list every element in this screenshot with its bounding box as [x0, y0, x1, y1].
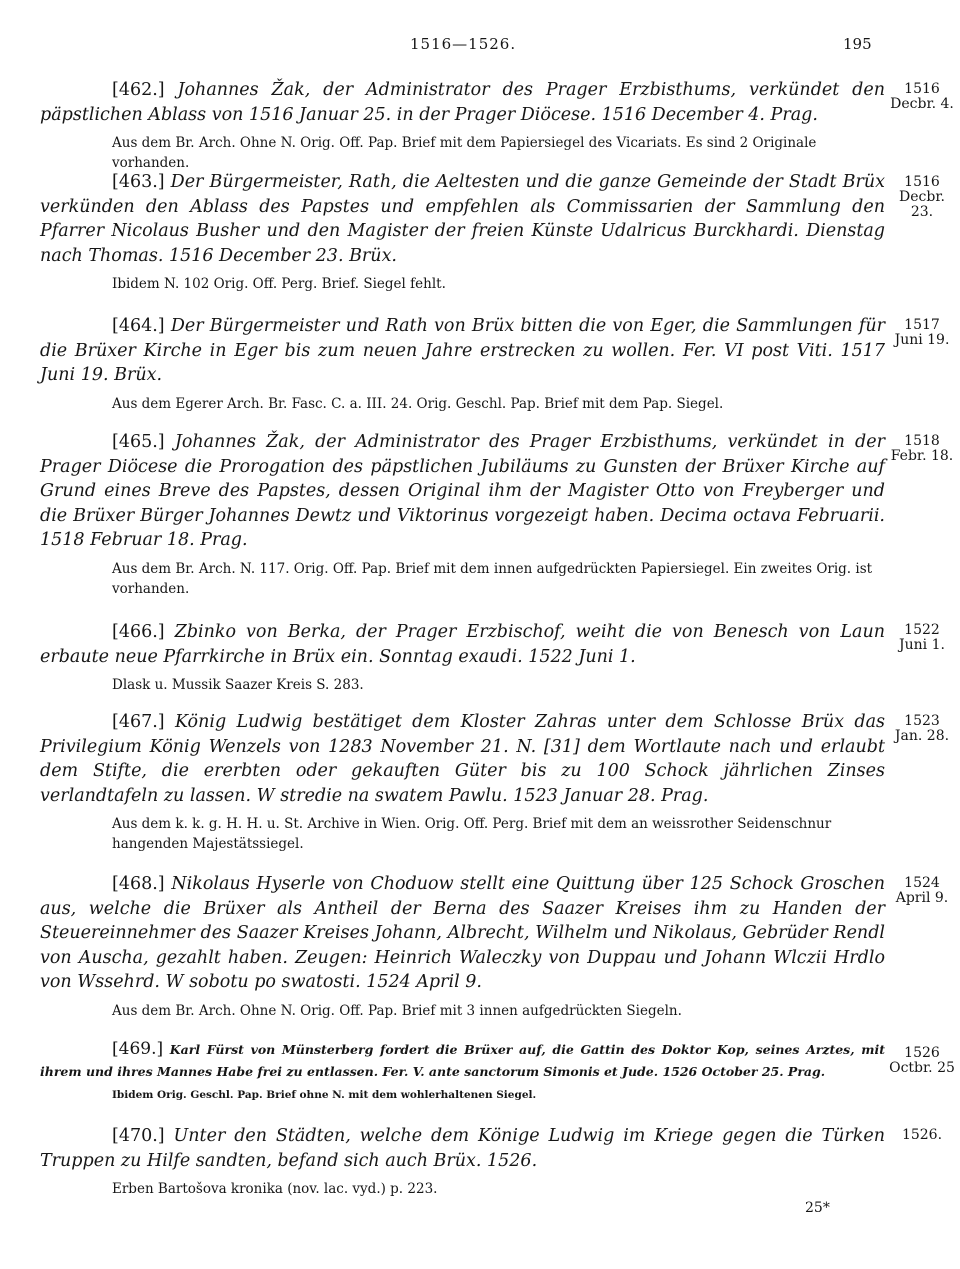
entry-number: [468.]: [112, 874, 165, 894]
date-day: Febr. 18.: [890, 448, 954, 464]
entry-source: Aus dem Br. Arch. Ohne N. Orig. Off. Pap. Brief mit dem Papiersiegel des Vicariats. Es sind 2 Originale vorhanden.: [112, 135, 817, 171]
entry-text: [40, 170, 885, 268]
entry-text: [40, 710, 885, 808]
entry-465: [40, 430, 885, 599]
date-day: April 9.: [895, 890, 949, 906]
entry-text: [40, 620, 885, 669]
page-number: 195: [843, 35, 872, 53]
entry-number: [462.]: [112, 80, 165, 100]
margin-date-463: [888, 175, 956, 220]
entry-467: [40, 710, 885, 854]
entry-body: Der Bürgermeister und Rath von Brüx bitten die von Eger, die Sammlungen für die Brüxer Kirche in Eger bis zum neuen Jahre erstrecken zu wollen. Fer. VI post Viti. 1517 Juni 19. Brüx.: [40, 316, 885, 385]
date-year: 1526.: [901, 1127, 943, 1143]
running-header-range: 1516—1526.: [410, 35, 517, 53]
entry-source: Aus dem k. k. g. H. H. u. St. Archive in Wien. Orig. Off. Perg. Brief mit dem an weissrother Seidenschnur hangenden Majestätssiegel.: [112, 816, 832, 852]
margin-date-462: [888, 82, 956, 112]
date-year: 1523: [904, 713, 940, 729]
margin-date-470: [888, 1128, 956, 1143]
entry-text: [40, 1124, 885, 1173]
margin-date-467: [888, 714, 956, 744]
date-day: Juni 1.: [899, 637, 945, 653]
entry-462: [40, 78, 885, 173]
entry-source: Erben Bartošova kronika (nov. lac. vyd.) p. 223.: [112, 1181, 438, 1197]
entry-body: König Ludwig bestätiget dem Kloster Zahras unter dem Schlosse Brüx das Privilegium König Wenzels von 1283 November 21. N. [31] dem Wortlaute nach und erlaubt dem Stifte, die ererbten oder gekauften Güter bis zu 100 Schock jährlichen Zinses verlandtafeln zu lassen. W stredie na swatem Pawlu. 1523 Januar 28. Prag.: [40, 712, 885, 806]
entry-body: Nikolaus Hyserle von Choduow stellt eine Quittung über 125 Schock Groschen aus, welche die Brüxer als Antheil der Berna des Saazer Kreises ihm zu Handen der Steuereinnehmer des Saazer Kreises Johann, Albrecht, Wilhelm und Nikolaus, Gebrüder Rendl von Auscha, gezahlt haben. Zeugen: Heinrich Waleczky von Duppau und Johann Wlczii Hrdlo von Wssehrd. W sobotu po swatosti. 1524 April 9.: [40, 874, 885, 992]
margin-date-465: [888, 434, 956, 464]
entry-source: Dlask u. Mussik Saazer Kreis S. 283.: [112, 677, 364, 693]
entry-body: Der Bürgermeister, Rath, die Aeltesten und die ganze Gemeinde der Stadt Brüx verkünden den Ablass des Papstes und empfehlen als Commissarien der Sammlung den Pfarrer Nicolaus Busher und den Magister der freien Künste Udalricus Burckhardi. Dienstag nach Thomas. 1516 December 23. Brüx.: [40, 172, 885, 266]
entry-body: Johannes Žak, der Administrator des Prager Erzbisthums, verkündet in der Prager Diöcese die Prorogation des päpstlichen Jubiläums zu Gunsten der Brüxer Kirche auf Grund eines Breve des Papstes, dessen Original ihm der Magister Otto von Freyberger und die Brüxer Bürger Johannes Dewtz und Viktorinus vorgezeigt haben. Decima octava Februarii. 1518 Februar 18. Prag.: [40, 432, 885, 550]
date-day: Decbr. 23.: [899, 189, 945, 220]
margin-date-468: [888, 876, 956, 906]
date-day: Juni 19.: [894, 332, 950, 348]
entry-469: [40, 1038, 885, 1105]
entry-466: [40, 620, 885, 695]
date-year: 1516: [904, 81, 940, 97]
date-day: Decbr. 4.: [890, 96, 954, 112]
margin-date-466: [888, 623, 956, 653]
entry-source: Ibidem Orig. Geschl. Pap. Brief ohne N. mit dem wohlerhaltenen Siegel.: [112, 1089, 537, 1101]
entry-source: Aus dem Br. Arch. N. 117. Orig. Off. Pap. Brief mit dem innen aufgedrückten Papiersiegel. Ein zweites Orig. ist vorhanden.: [112, 560, 873, 597]
entry-number: [463.]: [112, 172, 165, 192]
entry-number: [464.]: [112, 316, 165, 336]
entry-number: [470.]: [112, 1126, 165, 1146]
margin-date-464: [888, 318, 956, 348]
date-year: 1524: [904, 875, 940, 891]
entry-number: [467.]: [112, 712, 165, 732]
entry-463: [40, 170, 885, 294]
entry-text: [40, 430, 885, 553]
entry-body: Johannes Žak, der Administrator des Prager Erzbisthums, verkündet den päpstlichen Ablass von 1516 Januar 25. in der Prager Diöcese. 1516 December 4. Prag.: [40, 80, 885, 125]
entry-text: [40, 1038, 885, 1083]
margin-date-469: [888, 1046, 956, 1076]
entry-body: Unter den Städten, welche dem Könige Ludwig im Kriege gegen die Türken Truppen zu Hilfe sandten, befand sich auch Brüx. 1526.: [40, 1126, 885, 1171]
date-year: 1526: [904, 1045, 940, 1061]
entry-source: Aus dem Br. Arch. Ohne N. Orig. Off. Pap. Brief mit 3 innen aufgedrückten Siegeln.: [112, 1002, 682, 1019]
date-year: 1518: [904, 433, 940, 449]
entry-source: Ibidem N. 102 Orig. Off. Perg. Brief. Siegel fehlt.: [112, 276, 446, 292]
signature-mark: 25*: [805, 1200, 830, 1216]
date-year: 1522: [904, 622, 940, 638]
date-year: 1516: [904, 174, 940, 190]
entry-470: [40, 1124, 885, 1199]
entry-468: [40, 872, 885, 1021]
entry-number: [465.]: [112, 432, 165, 452]
entry-464: [40, 314, 885, 414]
entry-text: [40, 78, 885, 127]
entry-number: [469.]: [112, 1039, 164, 1059]
entry-body: Karl Fürst von Münsterberg fordert die Brüxer auf, die Gattin des Doktor Kop, seines Arztes, mit ihrem und ihres Mannes Habe frei zu entlassen. Fer. V. ante sanctorum Simonis et Jude. 1526 October 25. Prag.: [40, 1042, 885, 1079]
date-day: Octbr. 25: [889, 1060, 955, 1076]
entry-text: [40, 872, 885, 995]
entry-text: [40, 314, 885, 388]
date-year: 1517: [904, 317, 940, 333]
date-day: Jan. 28.: [894, 728, 950, 744]
entry-body: Zbinko von Berka, der Prager Erzbischof, weiht die von Benesch von Laun erbaute neue Pfarrkirche in Brüx ein. Sonntag exaudi. 1522 Juni 1.: [40, 622, 885, 667]
entry-number: [466.]: [112, 622, 165, 642]
entry-source: Aus dem Egerer Arch. Br. Fasc. C. a. III. 24. Orig. Geschl. Pap. Brief mit dem Pap. Siegel.: [112, 395, 724, 412]
